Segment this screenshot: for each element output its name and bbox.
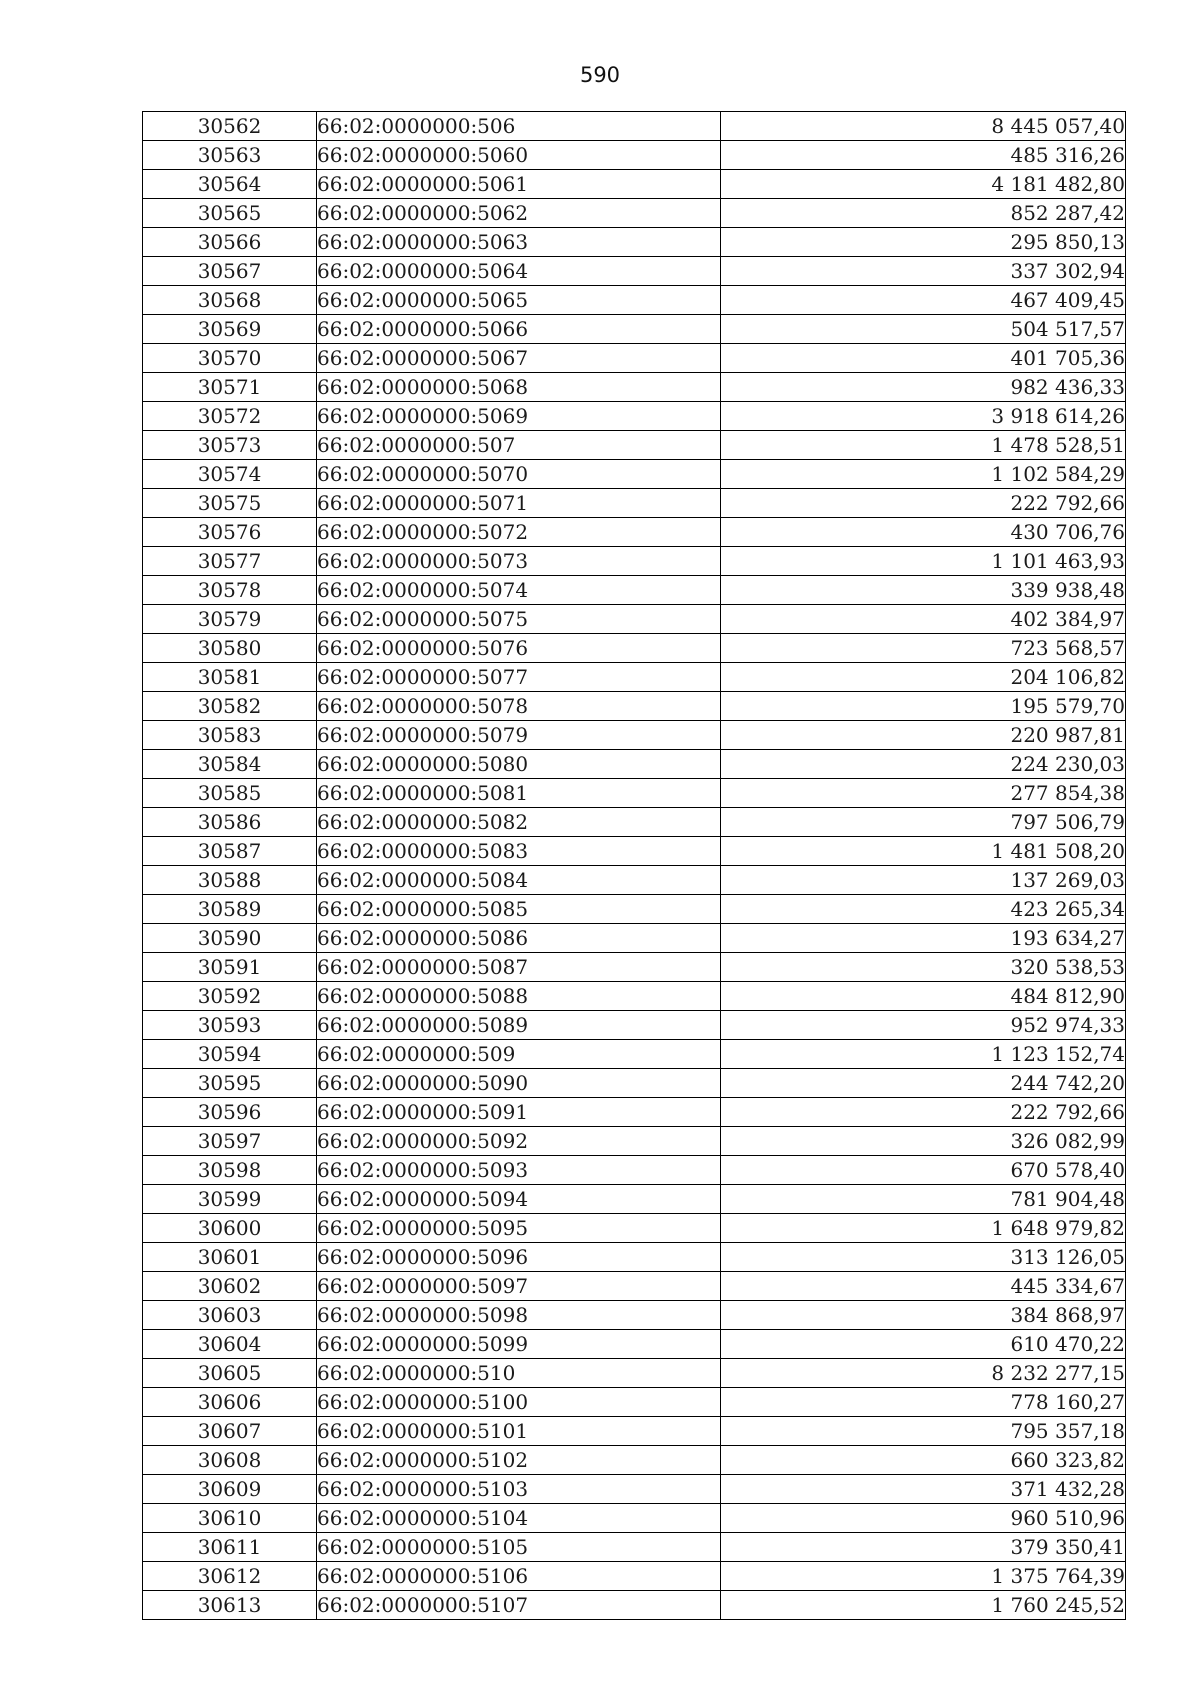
cadastral-number-cell: 66:02:0000000:5070 (317, 460, 721, 489)
cadastral-value-cell: 313 126,05 (721, 1243, 1126, 1272)
cadastral-value-cell: 339 938,48 (721, 576, 1126, 605)
row-number-cell: 30611 (143, 1533, 317, 1562)
table-row (143, 808, 1126, 837)
cadastral-value-cell: 137 269,03 (721, 866, 1126, 895)
table-row (143, 634, 1126, 663)
cadastral-value-cell: 8 445 057,40 (721, 112, 1126, 141)
table-row (143, 1359, 1126, 1388)
cadastral-value-cell: 781 904,48 (721, 1185, 1126, 1214)
cadastral-number-cell: 66:02:0000000:5088 (317, 982, 721, 1011)
cadastral-number-cell: 66:02:0000000:5061 (317, 170, 721, 199)
row-number-cell: 30603 (143, 1301, 317, 1330)
row-number-cell: 30589 (143, 895, 317, 924)
cadastral-value-cell: 670 578,40 (721, 1156, 1126, 1185)
table-row (143, 199, 1126, 228)
row-number-cell: 30593 (143, 1011, 317, 1040)
table-row (143, 112, 1126, 141)
table-row (143, 837, 1126, 866)
table-row (143, 1562, 1126, 1591)
table-row (143, 431, 1126, 460)
cadastral-value-cell: 982 436,33 (721, 373, 1126, 402)
table-row (143, 692, 1126, 721)
table-row (143, 982, 1126, 1011)
row-number-cell: 30588 (143, 866, 317, 895)
table-row (143, 1214, 1126, 1243)
cadastral-value-cell: 222 792,66 (721, 489, 1126, 518)
table-row (143, 1098, 1126, 1127)
cadastral-number-cell: 66:02:0000000:5080 (317, 750, 721, 779)
table-row (143, 518, 1126, 547)
table-row (143, 1330, 1126, 1359)
row-number-cell: 30592 (143, 982, 317, 1011)
cadastral-value-cell: 320 538,53 (721, 953, 1126, 982)
cadastral-number-cell: 66:02:0000000:507 (317, 431, 721, 460)
table-row (143, 315, 1126, 344)
table-row (143, 1475, 1126, 1504)
row-number-cell: 30595 (143, 1069, 317, 1098)
table-row (143, 953, 1126, 982)
table-row (143, 866, 1126, 895)
row-number-cell: 30579 (143, 605, 317, 634)
cadastral-value-cell: 1 760 245,52 (721, 1591, 1126, 1620)
cadastral-number-cell: 66:02:0000000:5095 (317, 1214, 721, 1243)
row-number-cell: 30573 (143, 431, 317, 460)
table-row (143, 1533, 1126, 1562)
cadastral-value-cell: 795 357,18 (721, 1417, 1126, 1446)
row-number-cell: 30598 (143, 1156, 317, 1185)
cadastral-value-cell: 852 287,42 (721, 199, 1126, 228)
cadastral-value-cell: 797 506,79 (721, 808, 1126, 837)
cadastral-value-cell: 193 634,27 (721, 924, 1126, 953)
row-number-cell: 30569 (143, 315, 317, 344)
cadastral-value-cell: 195 579,70 (721, 692, 1126, 721)
table-row (143, 1301, 1126, 1330)
cadastral-number-cell: 66:02:0000000:5074 (317, 576, 721, 605)
row-number-cell: 30597 (143, 1127, 317, 1156)
cadastral-number-cell: 66:02:0000000:5106 (317, 1562, 721, 1591)
cadastral-number-cell: 66:02:0000000:5065 (317, 286, 721, 315)
cadastral-value-cell: 660 323,82 (721, 1446, 1126, 1475)
table-row (143, 721, 1126, 750)
row-number-cell: 30586 (143, 808, 317, 837)
cadastral-number-cell: 66:02:0000000:506 (317, 112, 721, 141)
cadastral-value-cell: 1 375 764,39 (721, 1562, 1126, 1591)
cadastral-number-cell: 66:02:0000000:5066 (317, 315, 721, 344)
table-row (143, 344, 1126, 373)
cadastral-number-cell: 66:02:0000000:5076 (317, 634, 721, 663)
cadastral-number-cell: 66:02:0000000:5071 (317, 489, 721, 518)
row-number-cell: 30572 (143, 402, 317, 431)
cadastral-number-cell: 66:02:0000000:5090 (317, 1069, 721, 1098)
cadastral-number-cell: 66:02:0000000:5083 (317, 837, 721, 866)
cadastral-number-cell: 66:02:0000000:5069 (317, 402, 721, 431)
cadastral-value-table (142, 111, 1126, 1620)
row-number-cell: 30571 (143, 373, 317, 402)
row-number-cell: 30612 (143, 1562, 317, 1591)
cadastral-number-cell: 66:02:0000000:5105 (317, 1533, 721, 1562)
cadastral-value-cell: 3 918 614,26 (721, 402, 1126, 431)
row-number-cell: 30581 (143, 663, 317, 692)
cadastral-value-cell: 379 350,41 (721, 1533, 1126, 1562)
cadastral-number-cell: 66:02:0000000:5087 (317, 953, 721, 982)
table-row (143, 1504, 1126, 1533)
page-number: 590 (579, 63, 621, 87)
row-number-cell: 30601 (143, 1243, 317, 1272)
table-row (143, 460, 1126, 489)
cadastral-value-cell: 1 478 528,51 (721, 431, 1126, 460)
cadastral-number-cell: 66:02:0000000:5107 (317, 1591, 721, 1620)
cadastral-number-cell: 66:02:0000000:5093 (317, 1156, 721, 1185)
cadastral-number-cell: 66:02:0000000:5104 (317, 1504, 721, 1533)
cadastral-value-cell: 1 123 152,74 (721, 1040, 1126, 1069)
cadastral-value-cell: 244 742,20 (721, 1069, 1126, 1098)
cadastral-number-cell: 66:02:0000000:5067 (317, 344, 721, 373)
cadastral-number-cell: 66:02:0000000:5100 (317, 1388, 721, 1417)
table-row (143, 1185, 1126, 1214)
table-row (143, 1040, 1126, 1069)
cadastral-number-cell: 66:02:0000000:5084 (317, 866, 721, 895)
cadastral-number-cell: 66:02:0000000:5094 (317, 1185, 721, 1214)
cadastral-value-cell: 295 850,13 (721, 228, 1126, 257)
cadastral-value-cell: 326 082,99 (721, 1127, 1126, 1156)
table-row (143, 1243, 1126, 1272)
cadastral-value-cell: 337 302,94 (721, 257, 1126, 286)
row-number-cell: 30587 (143, 837, 317, 866)
table-body (143, 112, 1126, 1620)
cadastral-value-cell: 384 868,97 (721, 1301, 1126, 1330)
cadastral-value-cell: 1 648 979,82 (721, 1214, 1126, 1243)
row-number-cell: 30562 (143, 112, 317, 141)
cadastral-number-cell: 66:02:0000000:5098 (317, 1301, 721, 1330)
cadastral-number-cell: 66:02:0000000:5085 (317, 895, 721, 924)
cadastral-number-cell: 66:02:0000000:5072 (317, 518, 721, 547)
cadastral-value-cell: 1 481 508,20 (721, 837, 1126, 866)
row-number-cell: 30566 (143, 228, 317, 257)
row-number-cell: 30563 (143, 141, 317, 170)
table-row (143, 1388, 1126, 1417)
cadastral-number-cell: 66:02:0000000:5097 (317, 1272, 721, 1301)
cadastral-number-cell: 66:02:0000000:5089 (317, 1011, 721, 1040)
table-row (143, 1272, 1126, 1301)
cadastral-value-cell: 610 470,22 (721, 1330, 1126, 1359)
row-number-cell: 30574 (143, 460, 317, 489)
row-number-cell: 30609 (143, 1475, 317, 1504)
cadastral-value-cell: 204 106,82 (721, 663, 1126, 692)
cadastral-number-cell: 66:02:0000000:5063 (317, 228, 721, 257)
table-row (143, 141, 1126, 170)
cadastral-number-cell: 66:02:0000000:5060 (317, 141, 721, 170)
row-number-cell: 30591 (143, 953, 317, 982)
table-row (143, 1417, 1126, 1446)
row-number-cell: 30604 (143, 1330, 317, 1359)
cadastral-number-cell: 66:02:0000000:5082 (317, 808, 721, 837)
table-row (143, 895, 1126, 924)
row-number-cell: 30577 (143, 547, 317, 576)
table-row (143, 779, 1126, 808)
table-row (143, 576, 1126, 605)
cadastral-number-cell: 66:02:0000000:5103 (317, 1475, 721, 1504)
cadastral-value-cell: 220 987,81 (721, 721, 1126, 750)
cadastral-number-cell: 66:02:0000000:5075 (317, 605, 721, 634)
cadastral-number-cell: 66:02:0000000:509 (317, 1040, 721, 1069)
cadastral-value-cell: 430 706,76 (721, 518, 1126, 547)
row-number-cell: 30564 (143, 170, 317, 199)
cadastral-value-cell: 1 101 463,93 (721, 547, 1126, 576)
row-number-cell: 30594 (143, 1040, 317, 1069)
row-number-cell: 30575 (143, 489, 317, 518)
table-row (143, 286, 1126, 315)
cadastral-number-cell: 66:02:0000000:5086 (317, 924, 721, 953)
row-number-cell: 30608 (143, 1446, 317, 1475)
row-number-cell: 30607 (143, 1417, 317, 1446)
row-number-cell: 30565 (143, 199, 317, 228)
table-row (143, 170, 1126, 199)
cadastral-value-cell: 484 812,90 (721, 982, 1126, 1011)
table-row (143, 924, 1126, 953)
row-number-cell: 30606 (143, 1388, 317, 1417)
table-row (143, 1069, 1126, 1098)
cadastral-value-cell: 778 160,27 (721, 1388, 1126, 1417)
cadastral-value-cell: 371 432,28 (721, 1475, 1126, 1504)
row-number-cell: 30584 (143, 750, 317, 779)
cadastral-value-cell: 504 517,57 (721, 315, 1126, 344)
cadastral-value-cell: 277 854,38 (721, 779, 1126, 808)
cadastral-number-cell: 66:02:0000000:5081 (317, 779, 721, 808)
cadastral-value-cell: 401 705,36 (721, 344, 1126, 373)
table-row (143, 373, 1126, 402)
table-row (143, 605, 1126, 634)
table-row (143, 1156, 1126, 1185)
row-number-cell: 30580 (143, 634, 317, 663)
row-number-cell: 30602 (143, 1272, 317, 1301)
cadastral-number-cell: 66:02:0000000:5068 (317, 373, 721, 402)
table-row (143, 1127, 1126, 1156)
cadastral-value-cell: 423 265,34 (721, 895, 1126, 924)
cadastral-value-cell: 467 409,45 (721, 286, 1126, 315)
row-number-cell: 30578 (143, 576, 317, 605)
table-row (143, 489, 1126, 518)
cadastral-number-cell: 66:02:0000000:5102 (317, 1446, 721, 1475)
cadastral-number-cell: 66:02:0000000:5077 (317, 663, 721, 692)
cadastral-value-cell: 8 232 277,15 (721, 1359, 1126, 1388)
table-row (143, 228, 1126, 257)
row-number-cell: 30590 (143, 924, 317, 953)
cadastral-value-cell: 485 316,26 (721, 141, 1126, 170)
row-number-cell: 30570 (143, 344, 317, 373)
row-number-cell: 30582 (143, 692, 317, 721)
cadastral-number-cell: 66:02:0000000:5064 (317, 257, 721, 286)
cadastral-number-cell: 66:02:0000000:5073 (317, 547, 721, 576)
cadastral-value-cell: 222 792,66 (721, 1098, 1126, 1127)
table-row (143, 750, 1126, 779)
cadastral-value-cell: 4 181 482,80 (721, 170, 1126, 199)
cadastral-number-cell: 66:02:0000000:5091 (317, 1098, 721, 1127)
cadastral-number-cell: 66:02:0000000:5099 (317, 1330, 721, 1359)
row-number-cell: 30596 (143, 1098, 317, 1127)
cadastral-value-cell: 224 230,03 (721, 750, 1126, 779)
cadastral-value-cell: 402 384,97 (721, 605, 1126, 634)
cadastral-number-cell: 66:02:0000000:5096 (317, 1243, 721, 1272)
table-row (143, 547, 1126, 576)
cadastral-value-cell: 445 334,67 (721, 1272, 1126, 1301)
row-number-cell: 30605 (143, 1359, 317, 1388)
cadastral-value-cell: 960 510,96 (721, 1504, 1126, 1533)
cadastral-number-cell: 66:02:0000000:5078 (317, 692, 721, 721)
row-number-cell: 30567 (143, 257, 317, 286)
table-row (143, 1591, 1126, 1620)
cadastral-number-cell: 66:02:0000000:5092 (317, 1127, 721, 1156)
cadastral-number-cell: 66:02:0000000:5062 (317, 199, 721, 228)
cadastral-value-cell: 1 102 584,29 (721, 460, 1126, 489)
row-number-cell: 30576 (143, 518, 317, 547)
row-number-cell: 30585 (143, 779, 317, 808)
table-row (143, 1446, 1126, 1475)
cadastral-number-cell: 66:02:0000000:5079 (317, 721, 721, 750)
cadastral-number-cell: 66:02:0000000:510 (317, 1359, 721, 1388)
cadastral-value-cell: 952 974,33 (721, 1011, 1126, 1040)
row-number-cell: 30599 (143, 1185, 317, 1214)
row-number-cell: 30568 (143, 286, 317, 315)
row-number-cell: 30583 (143, 721, 317, 750)
cadastral-value-cell: 723 568,57 (721, 634, 1126, 663)
table-row (143, 663, 1126, 692)
row-number-cell: 30610 (143, 1504, 317, 1533)
table-row (143, 402, 1126, 431)
cadastral-number-cell: 66:02:0000000:5101 (317, 1417, 721, 1446)
row-number-cell: 30600 (143, 1214, 317, 1243)
table-row (143, 257, 1126, 286)
row-number-cell: 30613 (143, 1591, 317, 1620)
table-row (143, 1011, 1126, 1040)
